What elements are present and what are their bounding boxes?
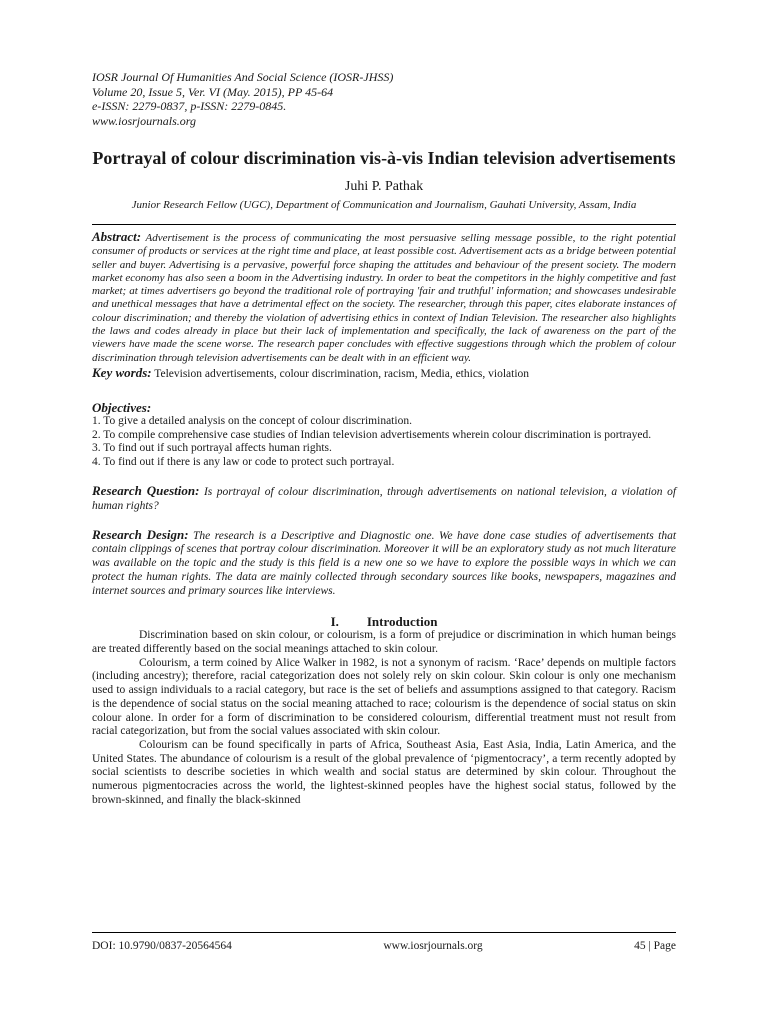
keywords-label: Key words: bbox=[92, 364, 152, 380]
journal-header bbox=[92, 70, 676, 128]
author-affiliation: Junior Research Fellow (UGC), Department of Communication and Journalism, Gauhati University, Assam, India bbox=[131, 199, 637, 211]
journal-name: IOSR Journal Of Humanities And Social Science (IOSR-JHSS) bbox=[92, 70, 394, 84]
body-paragraph: Colourism, a term coined by Alice Walker in 1982, is not a synonym of racism. ‘Race’ depends on multiple factors (including ancestry); therefore, racial categorization does not solely rely on skin colour. Skin colour is only one mechanism used to assign individuals to a racial category, but race is the set of beliefs and assumptions assigned to that category. Racism is the dependence of social status on the social meaning attached to race; colourism is the dependence of social status on skin colour alone. In order for a form of discrimination to be considered colourism, differential treatment must not result from racial categorization, but from the social values associated with skin colour. bbox=[92, 656, 676, 738]
research-question-label: Research Question: bbox=[92, 482, 200, 498]
author-name: Juhi P. Pathak bbox=[344, 179, 424, 194]
footer-doi: DOI: 10.9790/0837-20564564 bbox=[92, 940, 232, 952]
journal-url[interactable]: www.iosrjournals.org bbox=[92, 113, 197, 128]
keywords-text: Television advertisements, colour discrimination, racism, Media, ethics, violation bbox=[154, 367, 530, 380]
research-design bbox=[92, 528, 676, 599]
section-title: Introduction bbox=[366, 614, 438, 630]
list-item: 2. To compile comprehensive case studies of Indian television advertisements wherein colour discrimination is portrayed. bbox=[92, 428, 652, 441]
list-item: 3. To find out if such portrayal affects human rights. bbox=[92, 442, 332, 455]
journal-issn: e-ISSN: 2279-0837, p-ISSN: 2279-0845. bbox=[92, 99, 287, 113]
research-design-text: The research is a Descriptive and Diagnostic one. We have done case studies of advertisements that contain clippings of scenes that portray colour discrimination. Moreover it will be an exploratory study as not much literature was available on the topic and the study is this field is a new one so we have to explore the possible ways in which we can protect the human rights. The data are mainly collected through secondary sources like books, newspapers, magazines and internet sources and primary sources like interviews. bbox=[92, 529, 677, 597]
section-number: I. bbox=[330, 614, 339, 630]
paper-page bbox=[92, 70, 676, 807]
journal-volume: Volume 20, Issue 5, Ver. VI (May. 2015), PP 45-64 bbox=[92, 84, 334, 99]
header-divider bbox=[92, 224, 676, 225]
research-question bbox=[92, 484, 676, 513]
footer-page-number: 45 | Page bbox=[634, 940, 676, 952]
keywords bbox=[92, 366, 676, 381]
section-heading-introduction bbox=[92, 614, 676, 629]
body-paragraph: Discrimination based on skin colour, or colourism, is a form of prejudice or discrimination in which human beings are treated differently based on the social meanings attached to skin colour. bbox=[92, 629, 676, 655]
paper-title: Portrayal of colour discrimination vis-à-vis Indian television advertisements bbox=[92, 148, 676, 168]
footer-site-link[interactable]: www.iosrjournals.org bbox=[383, 940, 483, 952]
objectives-list bbox=[92, 415, 676, 470]
abstract-label: Abstract: bbox=[92, 229, 142, 244]
research-question-text: Is portrayal of colour discrimination, through advertisements on national television, a violation of human rights? bbox=[92, 485, 677, 512]
page-footer bbox=[92, 932, 676, 953]
list-item: 1. To give a detailed analysis on the concept of colour discrimination. bbox=[92, 414, 412, 427]
objectives-heading: Objectives: bbox=[92, 399, 152, 415]
abstract-text: Advertisement is the process of communicating the most persuasive selling message possible, to the right potential consumer of products or services at the right time and place, at least possible cost. Advertisement acts as a bridge between potential seller and buyer. Advertising is a pervasive, powerful force shaping the attitudes and behaviour of the present society. The modern market economy has also seen a boom in the Advertising industry. In order to beat the competitors in the highly competitive and fast market; at times advertisers go beyond the traditional role of portraying 'fair and truthful' information; and showcases undesirable and unethical messages that have a detrimental effect on the society. The researcher, through this paper, cites elaborate instances of colour discrimination; and thereby the violation of advertising ethics in context of Indian Television. The researcher also highlights the laws and codes already in place but their lack of implementation and specifically, the lack of awareness on the part of the viewers have made the scene worse. The research paper concludes with effective suggestions through which the problem of colour discrimination through television advertisements can be dealt with in an efficient way. bbox=[92, 232, 676, 364]
list-item: 4. To find out if there is any law or code to protect such portrayal. bbox=[92, 456, 395, 469]
abstract bbox=[92, 230, 676, 365]
research-design-label: Research Design: bbox=[92, 526, 189, 542]
body-paragraph: Colourism can be found specifically in parts of Africa, Southeast Asia, East Asia, India, Latin America, and the United States. The abundance of colourism is a result of the global prevalence of ‘pigmentocracy’, a term recently adopted by social scientists to describe societies in which wealth and social status are determined by skin colour. Throughout the numerous pigmentocracies across the world, the lightest-skinned peoples have the highest social status, followed by the brown-skinned, and finally the black-skinned bbox=[92, 738, 676, 806]
